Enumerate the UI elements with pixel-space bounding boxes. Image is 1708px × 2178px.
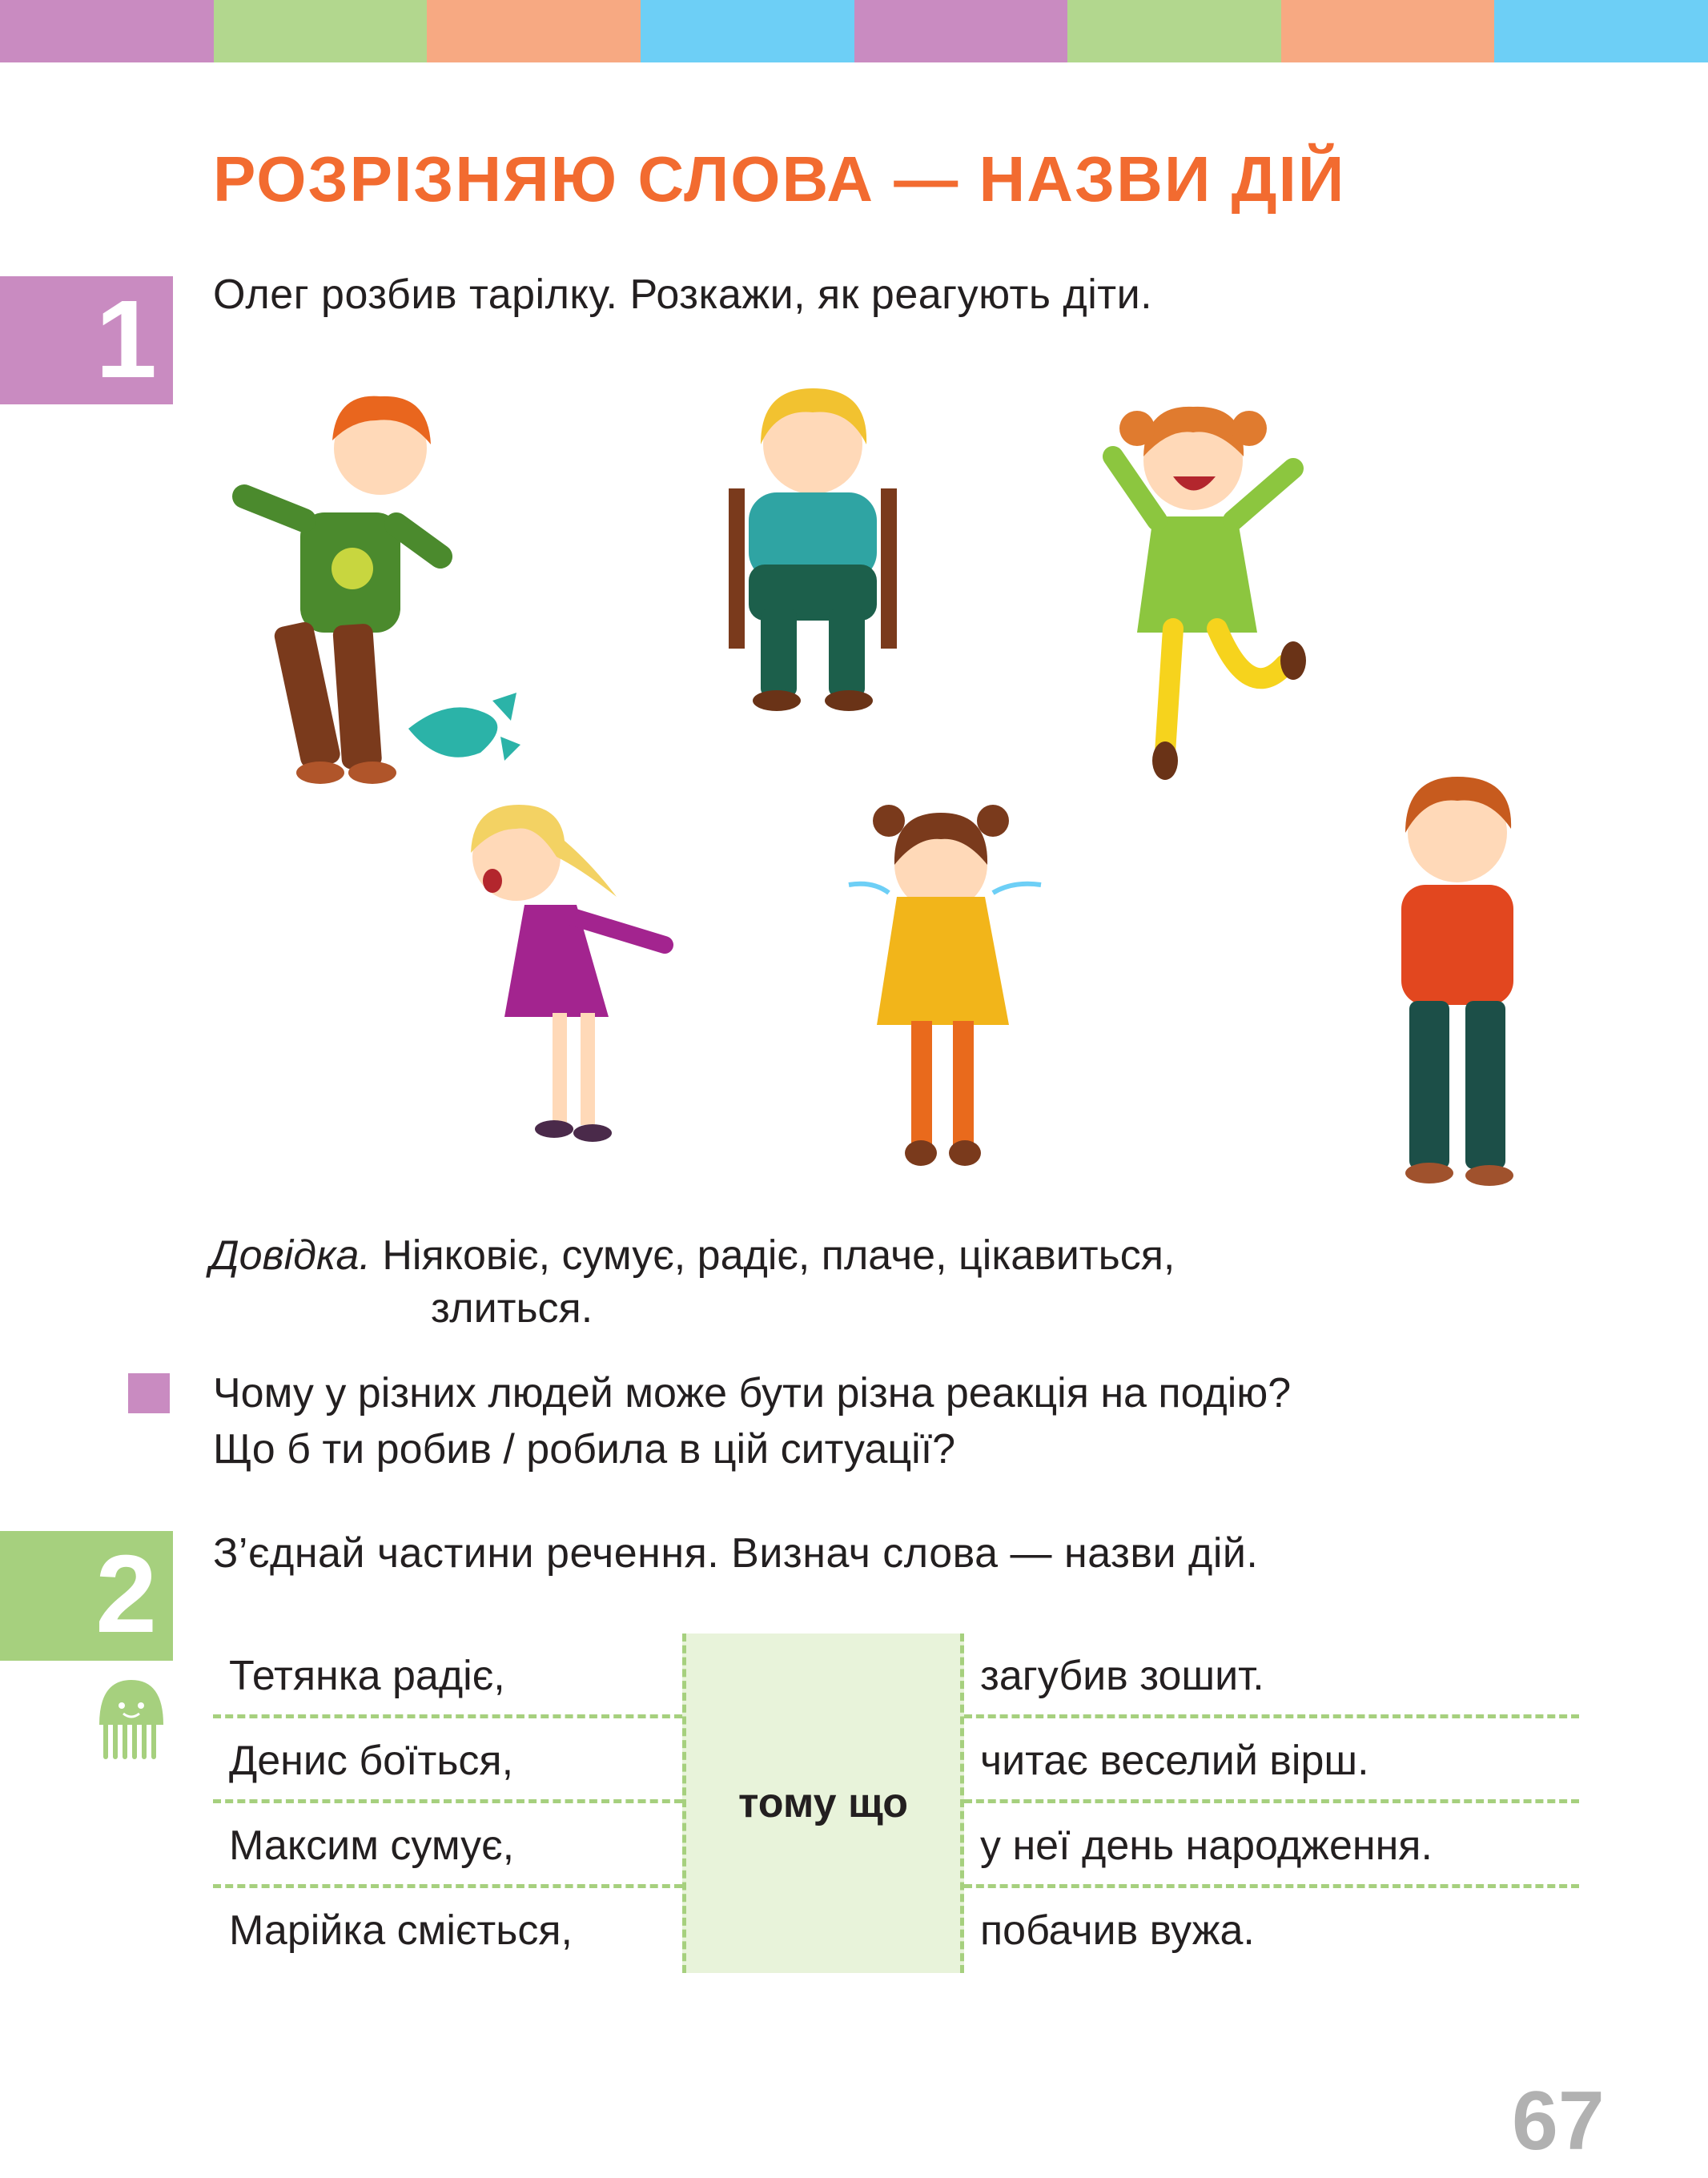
children-reactions-illustration	[216, 384, 1561, 1201]
right-part-3[interactable]: у неї день народження.	[964, 1803, 1579, 1888]
question-line-1: Чому у різних людей може бути різна реакція на подію?	[213, 1370, 1292, 1417]
question-marker	[128, 1373, 170, 1413]
girl-shouting-angry-figure	[471, 805, 665, 1142]
right-part-2[interactable]: читає веселий вірш.	[964, 1718, 1579, 1803]
exercise-1-number: 1	[0, 276, 173, 404]
sentence-matching-table	[213, 1634, 1579, 1973]
right-part-1[interactable]: загубив зошит.	[964, 1634, 1579, 1718]
jellyfish-icon	[94, 1675, 168, 1762]
boy-shy-figure	[1401, 777, 1513, 1186]
connector-text: тому що	[738, 1780, 908, 1826]
exercise-2-task: З’єднай частини речення. Визнач слова — назви дій.	[213, 1530, 1259, 1577]
header-color-stripe	[0, 0, 1708, 62]
boy-broken-plate-figure	[244, 396, 520, 784]
help-box	[210, 1229, 1175, 1335]
question-line-2: Що б ти робив / робила в цій ситуації?	[213, 1426, 956, 1473]
left-part-3[interactable]: Максим сумує,	[213, 1803, 682, 1888]
page-number: 67	[1512, 2075, 1605, 2168]
connector-cell	[682, 1634, 964, 1973]
girl-crying-figure	[849, 805, 1041, 1166]
discussion-question	[213, 1365, 1291, 1477]
help-line-2: злиться.	[431, 1285, 593, 1332]
exercise-1-task: Олег розбив тарілку. Розкажи, як реагують діти.	[213, 271, 1153, 318]
girl-jumping-happy-figure	[1113, 407, 1306, 780]
page-title: РОЗРІЗНЯЮ СЛОВА — НАЗВИ ДІЙ	[213, 143, 1346, 215]
left-part-1[interactable]: Тетянка радіє,	[213, 1634, 682, 1718]
left-part-4[interactable]: Марійка сміється,	[229, 1907, 573, 1954]
help-line-1: Ніяковіє, сумує, радіє, плаче, цікавиться,	[382, 1232, 1176, 1279]
left-part-2[interactable]: Денис боїться,	[213, 1718, 682, 1803]
exercise-2-number: 2	[0, 1531, 173, 1661]
boy-sitting-sad-figure	[729, 388, 897, 711]
right-part-4[interactable]: побачив вужа.	[980, 1907, 1255, 1954]
help-label: Довідка.	[210, 1232, 371, 1279]
